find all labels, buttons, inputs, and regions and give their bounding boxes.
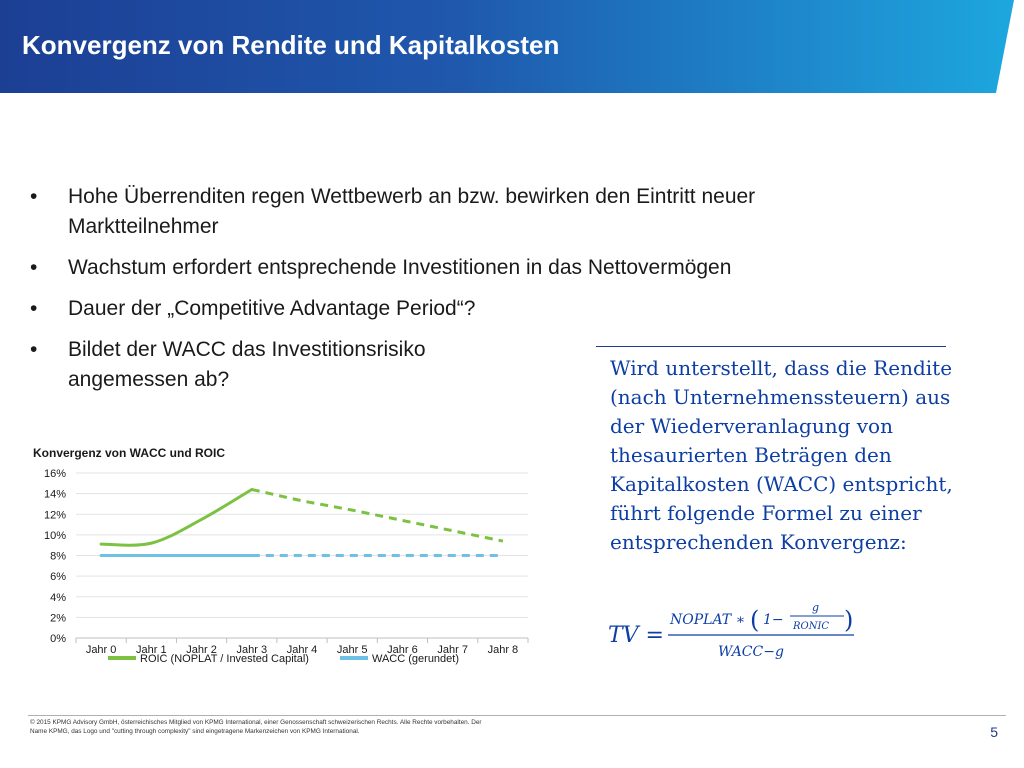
chart-y-axis — [44, 468, 66, 645]
footer-divider — [28, 715, 1006, 716]
note-divider — [596, 346, 946, 347]
bullet-item — [30, 182, 880, 242]
formula-paren-open: ( — [750, 606, 760, 634]
page-number: 5 — [990, 724, 998, 740]
formula-lhs: TV = — [608, 623, 664, 648]
header-banner — [0, 0, 1024, 93]
note-text: Wird unterstellt, dass die Rendite (nach Unternehmenssteuern) aus der Wiederveranlagung von thesaurierten Beträgen den Kapitalkosten (WACC) entspricht, führt folgende Formel zu einer entsprechenden Konvergenz: — [610, 356, 953, 554]
bullet-item — [30, 253, 880, 283]
series-line-solid — [101, 490, 252, 546]
formula-numerator: NOPLAT ∗ — [670, 612, 746, 628]
bullet-item — [30, 294, 880, 324]
x-tick-label: Jahr 3 — [236, 644, 268, 656]
x-tick-label: Jahr 6 — [387, 644, 418, 656]
x-tick-label: Jahr 2 — [186, 644, 217, 656]
chart-series — [101, 489, 503, 555]
x-tick-label: Jahr 5 — [336, 644, 368, 656]
y-tick-label: 6% — [50, 571, 66, 584]
formula-frac-bottom: RONIC — [793, 621, 830, 632]
wacc-roic-chart — [28, 440, 548, 675]
chart-legend — [108, 653, 459, 665]
page-title: Konvergenz von Rendite und Kapitalkosten — [22, 30, 560, 60]
x-tick-label: Jahr 7 — [437, 644, 468, 656]
footer-copyright: © 2015 KPMG Advisory GmbH, österreichisches Mitglied von KPMG International, einer Genossenschaft schweizerischen Rechts. Alle Rechte vorbehalten. Der Name KPMG, das Logo und "cutting through complexity" sind eingetragene Markenzeichen von KPMG International. — [30, 719, 482, 735]
x-tick-label: Jahr 8 — [487, 644, 519, 656]
bullet-symbol: • — [30, 185, 38, 208]
y-tick-label: 14% — [43, 488, 66, 501]
series-line-dashed — [252, 490, 503, 542]
formula-paren-close: ) — [844, 606, 854, 634]
chart-title: Konvergenz von WACC und ROIC — [33, 446, 225, 460]
y-tick-label: 4% — [50, 591, 66, 604]
formula-one-minus: 1− — [763, 612, 784, 628]
bullet-symbol: • — [30, 338, 38, 361]
x-tick-label: Jahr 0 — [85, 644, 117, 656]
formula-frac-top: g — [812, 601, 820, 614]
x-tick-label: Jahr 4 — [286, 644, 318, 656]
bullet-symbol: • — [30, 256, 38, 279]
bullet-text: Bildet der WACC das Investitionsrisiko angemessen ab? — [68, 338, 426, 391]
y-tick-label: 8% — [50, 550, 66, 563]
bullet-text: Dauer der „Competitive Advantage Period“? — [68, 297, 476, 320]
bullet-symbol: • — [30, 297, 38, 320]
legend-label: ROIC (NOPLAT / Invested Capital) — [140, 653, 309, 665]
formula-denominator: WACC−g — [718, 644, 784, 660]
y-tick-label: 16% — [43, 468, 66, 480]
tv-formula — [608, 598, 878, 668]
bullet-text: Hohe Überrenditen regen Wettbewerb an bzw. bewirken den Eintritt neuer Marktteilnehmer — [68, 185, 756, 238]
x-tick-label: Jahr 1 — [136, 644, 167, 656]
bullet-text: Wachstum erfordert entsprechende Investitionen in das Nettovermögen — [68, 256, 732, 279]
y-tick-label: 0% — [50, 633, 66, 645]
y-tick-label: 10% — [43, 529, 66, 542]
y-tick-label: 12% — [43, 509, 66, 522]
legend-label: WACC (gerundet) — [372, 653, 460, 665]
y-tick-label: 2% — [50, 612, 66, 625]
